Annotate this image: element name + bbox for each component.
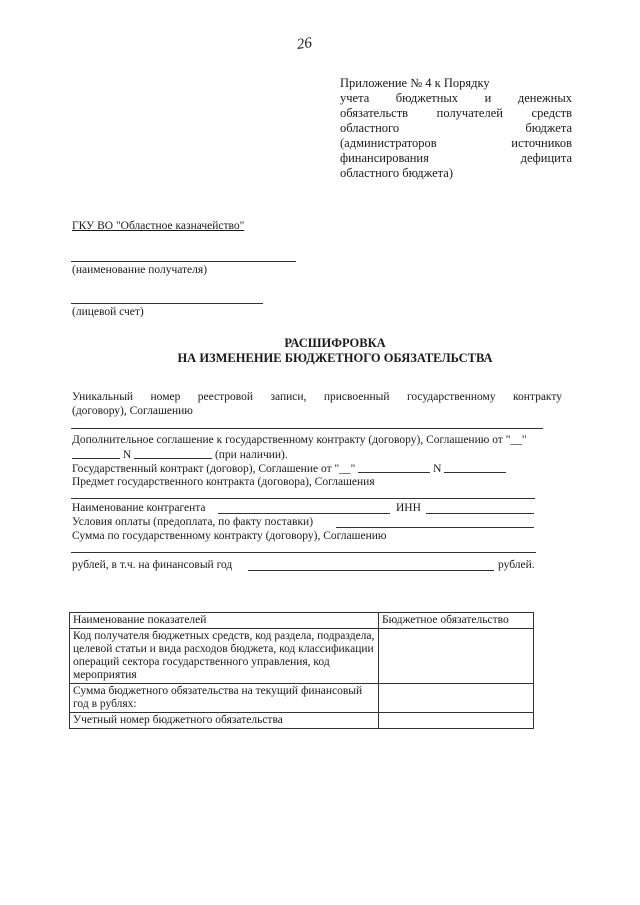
- registry-line: [71, 428, 543, 429]
- table-header-cell: Наименование показателей: [70, 613, 379, 629]
- table-header-cell: Бюджетное обязательство: [379, 613, 534, 629]
- indicators-table: [69, 612, 534, 729]
- contract-number-gap: [444, 461, 506, 473]
- table-cell: [379, 629, 534, 684]
- subject-line: [71, 498, 535, 499]
- title-line-2: НА ИЗМЕНЕНИЕ БЮДЖЕТНОГО ОБЯЗАТЕЛЬСТВА: [177, 351, 493, 365]
- counterparty-label: Наименование контрагента: [72, 502, 206, 514]
- payment-terms-line: [336, 527, 534, 528]
- appendix-line: учета бюджетных и денежных: [340, 91, 572, 105]
- recipient-caption: (наименование получателя): [72, 264, 208, 276]
- contract-date-gap: [358, 461, 430, 473]
- appendix-line: областного бюджета: [340, 121, 572, 135]
- table-cell: [379, 684, 534, 713]
- organization-name: ГКУ ВО "Областное казначейство": [72, 220, 245, 232]
- page-mark: 26: [295, 35, 313, 53]
- appendix-line: финансирования дефицита: [340, 151, 572, 165]
- addendum-text: Дополнительное соглашение к государственному контракту (договору), Соглашению от "__": [72, 434, 527, 446]
- contract-label: Государственный контракт (договор), Соглашение от "__": [72, 463, 356, 475]
- rubles-end-label: рублей.: [498, 559, 535, 571]
- addendum-number-gap: [134, 447, 212, 459]
- table-row: [70, 629, 534, 684]
- contract-row: [72, 461, 506, 476]
- table-row: [70, 684, 534, 713]
- table-cell: [379, 713, 534, 729]
- document-title: [120, 336, 550, 366]
- addendum-n-label: N: [122, 449, 132, 461]
- counterparty-line: [218, 513, 390, 514]
- table-row: [70, 713, 534, 729]
- account-line: [71, 303, 263, 304]
- addendum-number-row: [72, 447, 288, 462]
- table-cell: Сумма бюджетного обязательства на текущий финансовый год в рублях:: [70, 684, 379, 713]
- appendix-line: областного бюджета): [340, 166, 453, 180]
- appendix-line: Приложение № 4 к Порядку: [340, 76, 490, 90]
- financial-year-line: [248, 570, 494, 571]
- appendix-line: (администраторов источников: [340, 136, 572, 150]
- payment-terms-label: Условия оплаты (предоплата, по факту поставки): [72, 516, 314, 528]
- appendix-line: обязательств получателей средств: [340, 106, 572, 120]
- inn-line: [426, 513, 534, 514]
- account-caption: (лицевой счет): [72, 306, 144, 318]
- table-cell: Код получателя бюджетных средств, код раздела, подраздела, целевой статьи и вида расходов бюджета, код классификации операций сектора государственного управления, код мероприятия: [70, 629, 379, 684]
- rubles-year-label: рублей, в т.ч. на финансовый год: [72, 559, 233, 571]
- inn-label: ИНН: [396, 502, 421, 514]
- table-header-row: [70, 613, 534, 629]
- sum-line: [71, 552, 536, 553]
- addendum-note: (при наличии).: [214, 449, 288, 461]
- registry-text-line-1: Уникальный номер реестровой записи, присвоенный государственному контракту: [72, 391, 562, 403]
- subject-label: Предмет государственного контракта (договора), Соглашения: [72, 476, 375, 488]
- contract-n-label: N: [433, 463, 442, 475]
- sum-label: Сумма по государственному контракту (договору), Соглашению: [72, 530, 387, 542]
- table-cell: Учетный номер бюджетного обязательства: [70, 713, 379, 729]
- recipient-line: [71, 261, 296, 262]
- registry-text-line-2: (договору), Соглашению: [72, 405, 193, 417]
- addendum-day-gap: [72, 447, 120, 459]
- appendix-block: [340, 76, 572, 181]
- title-line-1: РАСШИФРОВКА: [284, 336, 386, 350]
